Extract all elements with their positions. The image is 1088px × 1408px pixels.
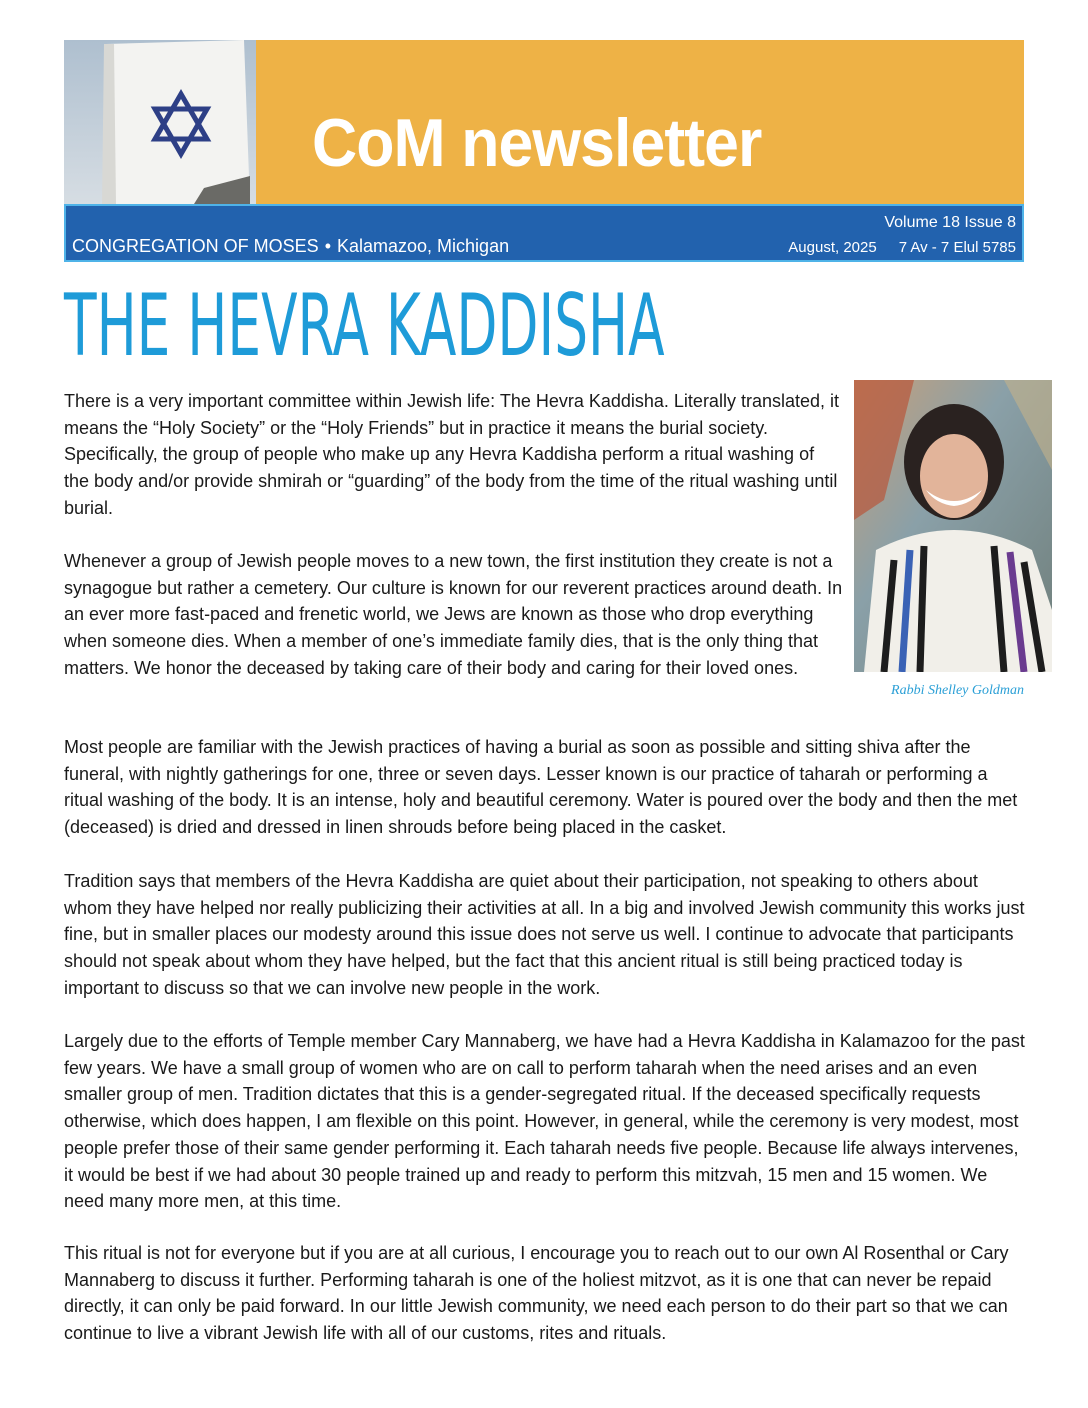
date-hebrew: 7 Av - 7 Elul 5785	[898, 239, 1016, 256]
paragraph: This ritual is not for everyone but if you are at all curious, I encourage you to reach out to our own Al Rosenthal or Cary Mannaberg to discuss it further. Performing taharah is one of the holiest mitzvot, as it is one that can never be repaid directly, it can only be paid forward. In our little Jewish community, we need each person to do their part so that we can continue to live a vibrant Jewish life with all of our customs, rites and rituals.	[64, 1243, 1009, 1344]
photo-caption: Rabbi Shelley Goldman	[891, 683, 1024, 698]
newsletter-title: CoM newsletter	[312, 105, 762, 181]
article-body	[64, 388, 1028, 522]
article-body	[64, 548, 1028, 682]
org-name: CONGREGATION OF MOSES	[72, 236, 319, 256]
paragraph: There is a very important committee within Jewish life: The Hevra Kaddisha. Literally translated, it means the “Holy Society” or the “Holy Friends” but in practice it means the burial society. Specifically, the group of people who make up any Hevra Kaddisha perform a ritual washing of the body and/or provide shmirah or “guarding” of the body from the time of the ritual washing until burial.	[64, 391, 839, 518]
paragraph: Most people are familiar with the Jewish practices of having a burial as soon as possible and sitting shiva after the funeral, with nightly gatherings for one, three or seven days. Lesser known is our practice of taharah or performing a ritual washing of the body. It is an intense, holy and beautiful ceremony. Water is poured over the body and then the met (deceased) is dried and dressed in linen shrouds before being placed in the casket.	[64, 737, 1018, 838]
article-body	[64, 1028, 1028, 1215]
article-body	[64, 1240, 1028, 1347]
paragraph: Whenever a group of Jewish people moves to a new town, the first institution they create is not a synagogue but rather a cemetery. Our culture is known for our reverent practices around death. In an ever more fast-paced and frenetic world, we Jews are known as those who drop everything when someone dies. When a member of one’s immediate family dies, that is the only thing that matters. We honor the deceased by taking care of their body and caring for their loved ones.	[64, 551, 843, 678]
article-body	[64, 868, 1028, 1002]
date-gregorian: August, 2025	[788, 239, 877, 256]
volume-issue: Volume 18 Issue 8	[884, 214, 1016, 231]
paragraph: Tradition says that members of the Hevra Kaddisha are quiet about their participation, not speaking to others about whom they have helped nor really publicizing their activities at all. In a big and involved Jewish community this works just fine, but in smaller places our modesty around this issue does not serve us well. I continue to advocate that participants should not speak about whom they have helped, but the fact that this ancient ritual is still being practiced today is important to discuss so that we can involve new people in the work.	[64, 871, 1025, 998]
masthead-photo	[64, 40, 256, 204]
title-band	[256, 40, 1024, 204]
bullet-icon: •	[324, 236, 331, 256]
masthead	[64, 40, 1024, 262]
star-of-david-icon	[64, 40, 256, 204]
date-line	[788, 239, 1016, 256]
org-line	[72, 236, 509, 257]
article-body	[64, 734, 1028, 841]
org-location: Kalamazoo, Michigan	[337, 236, 510, 256]
info-bar	[64, 204, 1024, 262]
article-title: THE HEVRA KADDISHA	[64, 276, 665, 376]
paragraph: Largely due to the efforts of Temple member Cary Mannaberg, we have had a Hevra Kaddisha in Kalamazoo for the past few years. We have a small group of women who are on call to perform taharah when the need arises and an even smaller group of men. Tradition dictates that this is a gender-segregated ritual. If the deceased specifically requests otherwise, which does happen, I am flexible on this point. However, in general, while the ceremony is very modest, most people prefer those of their same gender performing it. Each taharah needs five people. Because life always intervenes, it would be best if we had about 30 people trained up and ready to perform this mitzvah, 15 men and 15 women. We need many more men, at this time.	[64, 1031, 1025, 1212]
